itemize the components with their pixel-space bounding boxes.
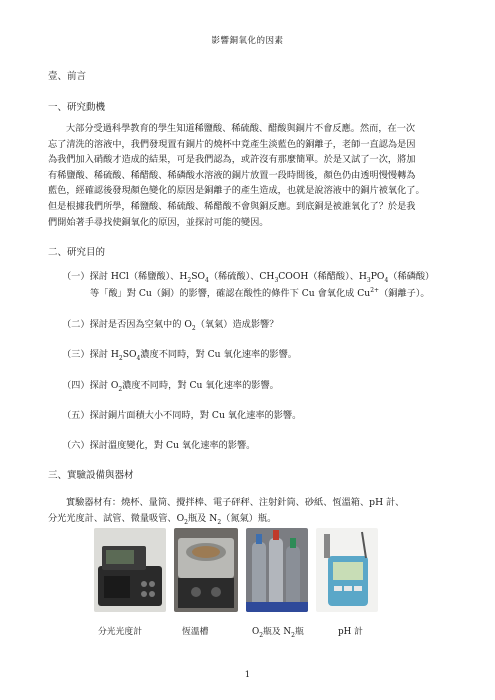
subscript: 2 (187, 276, 192, 284)
item-number: （四） (62, 380, 90, 391)
item-number: （三） (62, 349, 90, 360)
para-line: 為我們加入硝酸才造成的結果，可是我們認為，或許沒有那麼簡單。於是又試了一次，將加 (48, 154, 416, 166)
subscript: 3 (366, 276, 371, 284)
ph-meter-photo (316, 528, 378, 612)
caption-spectrophotometer: 分光光度計 (98, 627, 142, 637)
item-text: SO (191, 271, 206, 282)
subscript: 2 (217, 518, 222, 526)
item-text: 探討 O (89, 380, 119, 391)
purpose-item-6 (62, 437, 255, 451)
para-line: 有稀鹽酸、稀硫酸、稀醋酸、稀磷酸水溶液的銅片放置一段時間後，顏色仍由透明慢慢轉為 (48, 169, 416, 181)
item-number: （六） (62, 440, 90, 451)
item-number: （一） (62, 271, 90, 282)
subscript: 4 (136, 354, 141, 362)
gas-cylinders-photo (246, 528, 308, 612)
caption-gas-cylinders (252, 624, 304, 639)
spectrophotometer-photo (94, 528, 166, 612)
subscript: 2 (291, 631, 295, 639)
page-header: 影響銅氧化的因素 (211, 36, 284, 46)
item-text: 探討銅片面積大小不同時，對 Cu 氧化速率的影響。 (89, 410, 302, 421)
item-text: 瓶及 N (263, 627, 292, 637)
section-title: 壹、前言 (48, 71, 87, 82)
purpose-item-1-line2 (90, 285, 430, 299)
motivation-paragraph (48, 121, 453, 230)
item-text: 等「酸」對 Cu（銅）的影響，確認在酸性的條件下 Cu 會氧化成 Cu (90, 288, 371, 299)
para-line: 忘了清洗的溶液中，我們發現置有銅片的燒杯中竟產生淡藍色的銅離子，老師一直認為是因 (48, 138, 416, 150)
water-bath-photo (174, 528, 238, 612)
subscript: 4 (205, 276, 209, 284)
purpose-item-1 (62, 268, 434, 284)
item-text: （稀磷酸） (388, 271, 435, 282)
item-text: 探討是否因為空氣中的 O (89, 319, 192, 330)
subscript: 3 (274, 276, 279, 284)
equipment-line-2 (48, 510, 276, 526)
subscript: 2 (118, 385, 123, 393)
item-text: 濃度不同時，對 Cu 氧化速率的影響。 (140, 349, 297, 360)
item-text: 瓶 (294, 627, 304, 637)
subscript: 2 (184, 518, 188, 526)
item-text: 濃度不同時，對 Cu 氧化速率的影響。 (122, 380, 279, 391)
item-text: （銅離子）。 (379, 288, 430, 299)
purpose-item-4 (62, 377, 279, 393)
equipment-heading: 三、實驗設備與器材 (48, 470, 134, 481)
subscript: 2 (118, 354, 123, 362)
caption-ph-meter: pH 計 (338, 627, 363, 637)
equipment-line-1: 實驗器材有：燒杯、量筒、攪拌棒、電子砰秤、注射針筒、砂紙、恆溫箱、pH 計、 (66, 497, 405, 508)
para-line: 藍色，經確認後發現顏色變化的原因是銅離子的產生造成，也就是說溶液中的銅片被氧化了。 (48, 185, 425, 197)
item-text: （氧氣）造成影響？ (195, 319, 279, 330)
item-text: 探討溫度變化，對 Cu 氧化速率的影響。 (89, 440, 256, 451)
item-text: 探討 HCl（稀鹽酸）、H (89, 271, 188, 282)
purpose-item-5 (62, 407, 301, 421)
purpose-item-2 (62, 316, 278, 332)
caption-water-bath: 恆溫槽 (182, 627, 209, 637)
item-number: （二） (62, 319, 90, 330)
para-line: 大部分受過科學教育的學生知道稀鹽酸、稀硫酸、醋酸與銅片不會反應。然而，在一次 (66, 123, 416, 134)
page-number: 1 (244, 670, 251, 680)
item-text: （稀硫酸）、CH (208, 271, 275, 282)
item-text: COOH（稀醋酸）、H (278, 271, 367, 282)
item-text: 瓶及 N (188, 513, 218, 524)
item-number: （五） (62, 410, 90, 421)
item-text: 分光光度計、試管、微量吸管、O (48, 513, 185, 524)
subscript: 4 (384, 276, 389, 284)
subscript: 2 (259, 631, 264, 639)
para-line: 們開始著手尋找使銅氧化的原因，並探討可能的變因。 (48, 216, 269, 228)
item-text: SO (122, 349, 137, 360)
item-text: （氮氣）瓶。 (221, 513, 277, 524)
purpose-heading: 二、研究目的 (48, 247, 106, 258)
item-text: PO (370, 271, 385, 282)
item-text: O (252, 627, 260, 637)
superscript: 2+ (370, 286, 380, 294)
para-line: 但是根據我們所學，稀鹽酸、稀硫酸、稀醋酸不會與銅反應。到底銅是被誰氧化了？於是我 (48, 200, 416, 212)
item-text: 探討 H (89, 349, 119, 360)
purpose-item-3 (62, 346, 297, 362)
subscript: 2 (191, 324, 196, 332)
motivation-heading: 一、研究動機 (48, 102, 106, 113)
